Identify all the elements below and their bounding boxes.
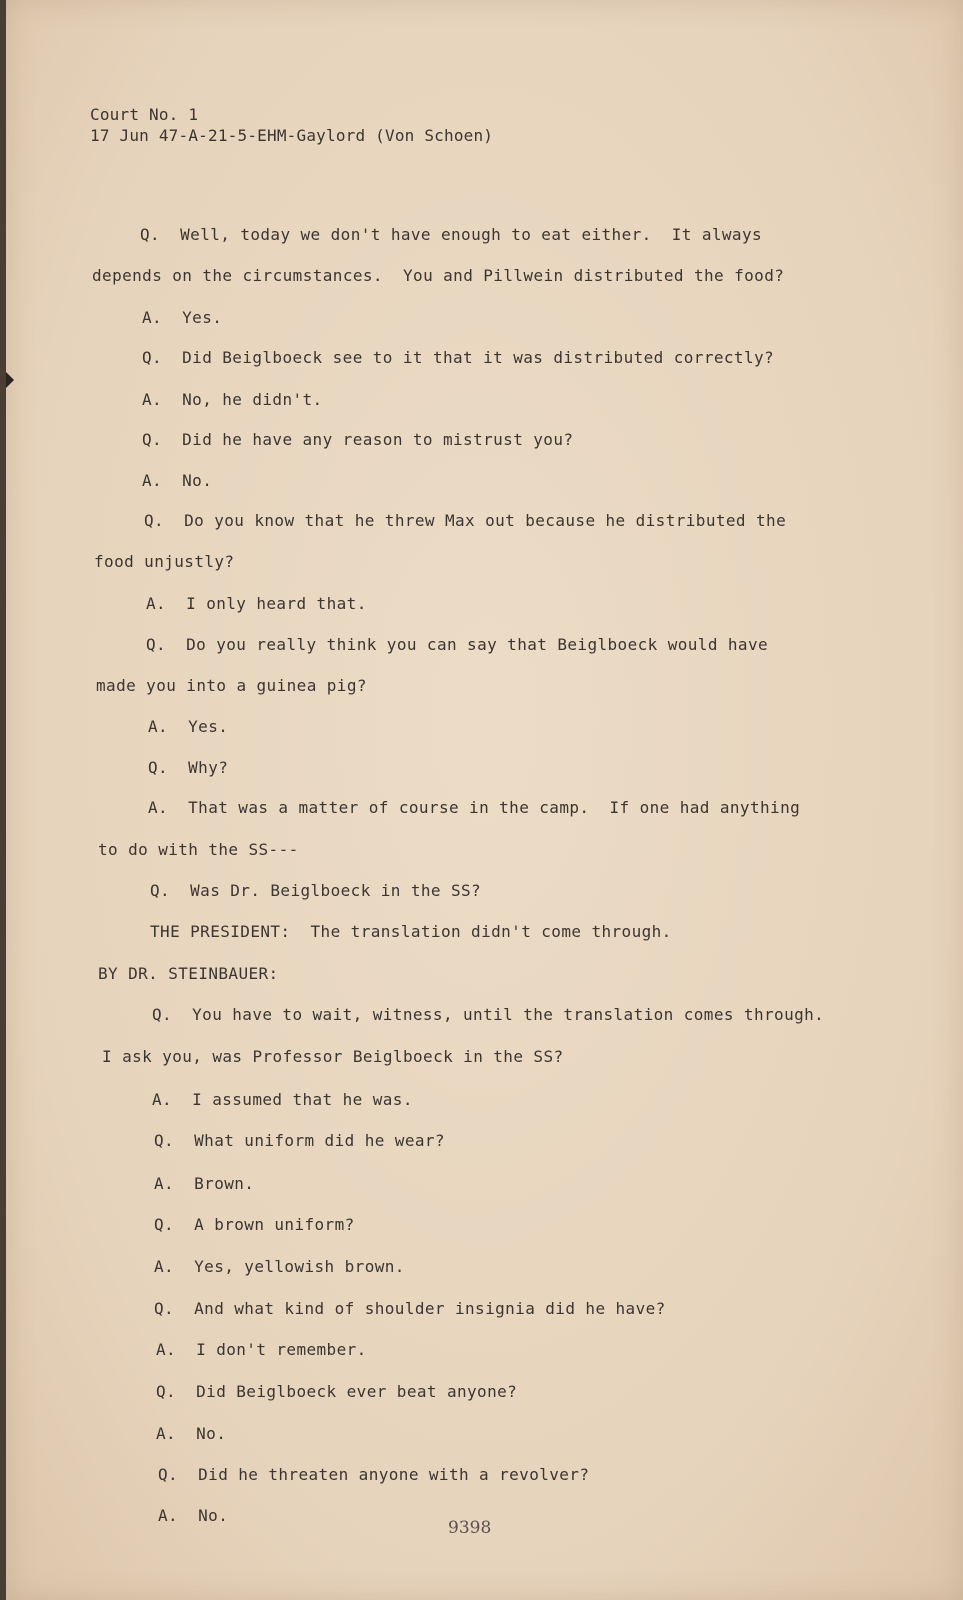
- transcript-line: Q. You have to wait, witness, until the translation comes through.: [152, 1005, 825, 1024]
- transcript-line: Q. Well, today we don't have enough to eat either. It always: [140, 225, 763, 244]
- document-page: [6, 0, 963, 1600]
- transcript-line: I ask you, was Professor Beiglboeck in the SS?: [102, 1047, 564, 1066]
- transcript-line: A. That was a matter of course in the camp. If one had anything: [148, 798, 801, 817]
- transcript-line: Q. What uniform did he wear?: [154, 1131, 445, 1150]
- transcript-line: A. No.: [156, 1424, 227, 1443]
- transcript-line: A. Yes, yellowish brown.: [154, 1257, 405, 1276]
- court-label: Court No. 1: [90, 105, 199, 124]
- transcript-line: A. I don't remember.: [156, 1340, 367, 1359]
- transcript-line: A. I only heard that.: [146, 594, 367, 613]
- transcript-line: food unjustly?: [94, 552, 235, 571]
- transcript-line: Q. Why?: [148, 758, 229, 777]
- transcript-line: made you into a guinea pig?: [96, 676, 367, 695]
- transcript-line: A. Yes.: [142, 308, 223, 327]
- transcript-line: Q. Do you know that he threw Max out because he distributed the: [144, 511, 787, 530]
- transcript-line: Q. Did Beiglboeck see to it that it was distributed correctly?: [142, 348, 775, 367]
- transcript-line: Q. Do you really think you can say that Beiglboeck would have: [146, 635, 769, 654]
- transcript-line: Q. A brown uniform?: [154, 1215, 355, 1234]
- reference-line: 17 Jun 47-A-21-5-EHM-Gaylord (Von Schoen): [90, 126, 494, 145]
- margin-mark: [6, 372, 14, 388]
- transcript-line: A. No.: [142, 471, 213, 490]
- transcript-line: A. No, he didn't.: [142, 390, 323, 409]
- transcript-line: BY DR. STEINBAUER:: [98, 964, 279, 983]
- transcript-line: Q. Did he threaten anyone with a revolver?: [158, 1465, 590, 1484]
- transcript-line: A. Yes.: [148, 717, 229, 736]
- transcript-line: Q. And what kind of shoulder insignia did he have?: [154, 1299, 666, 1318]
- transcript-line: to do with the SS---: [98, 840, 299, 859]
- transcript-line: Q. Did he have any reason to mistrust you?: [142, 430, 574, 449]
- header: [90, 104, 493, 146]
- page-number: 9398: [448, 1518, 492, 1538]
- transcript-line: Q. Did Beiglboeck ever beat anyone?: [156, 1382, 518, 1401]
- transcript-line: A. No.: [158, 1506, 229, 1525]
- transcript-line: A. I assumed that he was.: [152, 1090, 413, 1109]
- transcript-line: Q. Was Dr. Beiglboeck in the SS?: [150, 881, 482, 900]
- transcript-line: depends on the circumstances. You and Pillwein distributed the food?: [92, 266, 785, 285]
- transcript-line: A. Brown.: [154, 1174, 255, 1193]
- transcript-line: THE PRESIDENT: The translation didn't come through.: [150, 922, 672, 941]
